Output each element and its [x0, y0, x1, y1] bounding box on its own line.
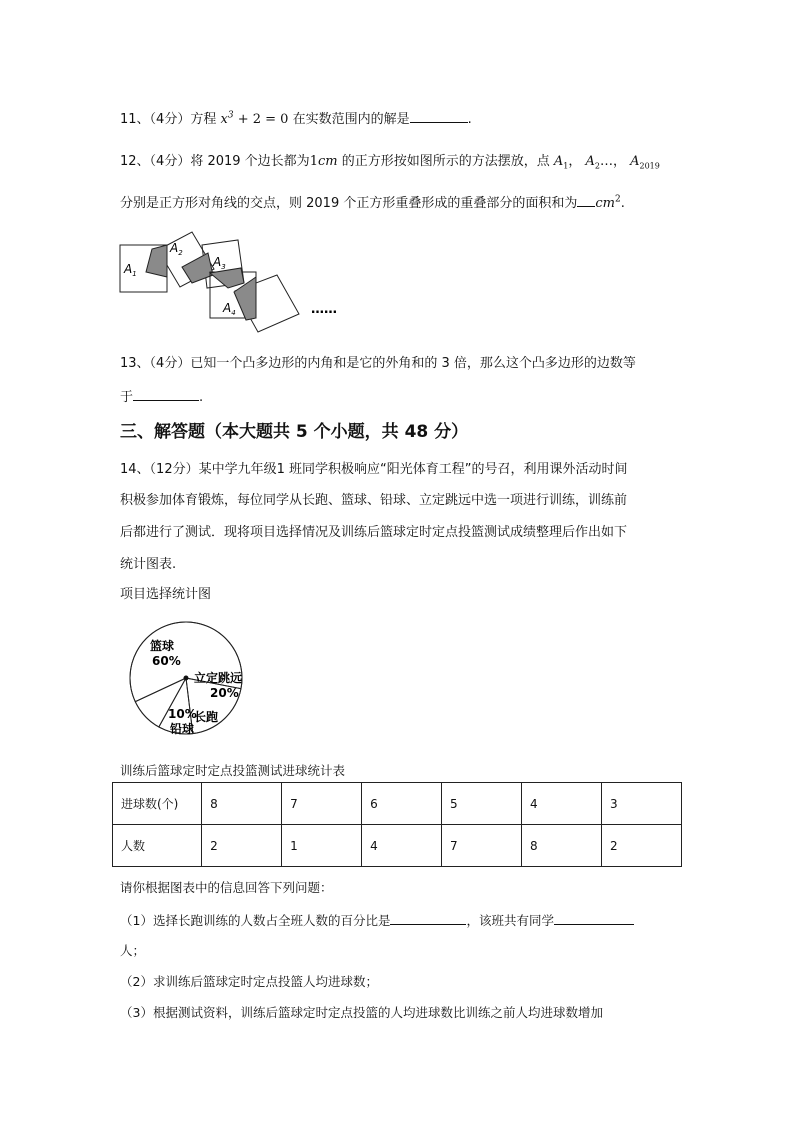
- question-11: [120, 108, 472, 127]
- q11-eq-rest: + 2 = 0: [233, 112, 289, 127]
- q12-p3-sub: 2019: [639, 161, 660, 171]
- score-table: [112, 782, 682, 867]
- people-cell: 2: [202, 825, 282, 867]
- q12-text-b: 的正方形按如图所示的方法摆放，点: [337, 154, 550, 169]
- q12-text-a: 将 2019 个边长都为: [190, 154, 310, 169]
- q11-answer-blank: [410, 122, 468, 123]
- people-cell: 8: [522, 825, 602, 867]
- q12-ellipsis: …: [599, 154, 613, 169]
- people-cell: 4: [362, 825, 442, 867]
- q12-end: .: [620, 196, 625, 211]
- pie-value-long-jump: 20%: [210, 686, 239, 700]
- q12-p2-sub: 2: [594, 161, 600, 171]
- pie-label-basketball: 篮球: [150, 639, 175, 653]
- goals-cell: 7: [282, 783, 362, 825]
- row-label-people: 人数: [113, 825, 202, 867]
- q13-number: 13、（4分）: [120, 356, 191, 371]
- q14-sub1-blank-2: [554, 924, 634, 925]
- q12-point-a2019: [630, 154, 660, 169]
- question-14-sub-3: （3）根据测试资料，训练后篮球定时定点投篮的人均进球数比训练之前人均进球数增加: [120, 1005, 603, 1020]
- table-row-goals: [113, 783, 682, 825]
- question-13-line-1: [120, 352, 636, 371]
- project-selection-pie-chart: [120, 610, 260, 740]
- q13-text: 已知一个凸多边形的内角和是它的外角和的 3 倍，那么这个凸多边形的边数等: [190, 356, 636, 371]
- q11-eq-base: x: [220, 112, 228, 127]
- question-14-line-1: [120, 458, 627, 477]
- goals-cell: 8: [202, 783, 282, 825]
- pie-value-basketball: 60%: [152, 654, 181, 668]
- q12-p3: A: [630, 154, 640, 169]
- pie-value-shot-put: 10%: [168, 707, 197, 721]
- question-12-line-1: 12、（4分）将 2019 个边长都为1cm 的正方形按如图所示的方法摆放，点 $A_1$， $A_2\dots$， $A_{2019}$: [120, 154, 660, 171]
- goals-cell: 5: [442, 783, 522, 825]
- pie-label-shot-put: 铅球: [170, 722, 195, 736]
- q12-unit-num: 1: [309, 154, 318, 169]
- people-cell: 7: [442, 825, 522, 867]
- q11-equation: [220, 112, 288, 127]
- q14-line-1-text: 某中学九年级1 班同学积极响应“阳光体育工程”的号召，利用课外活动时间: [198, 462, 628, 477]
- q12-p1-sub: 1: [563, 161, 569, 171]
- question-14-ask: 请你根据图表中的信息回答下列问题：: [120, 880, 333, 895]
- q13-text-2: 于: [120, 390, 134, 405]
- q12-point-a2: [585, 154, 599, 169]
- q12-answer-blank: [577, 206, 595, 207]
- pie-chart-title: 项目选择统计图: [120, 587, 212, 602]
- pie-label-long-jump: 立定跳远: [194, 671, 243, 685]
- q12-p2: A: [585, 154, 595, 169]
- overlap-shaded-1: [146, 245, 167, 277]
- table-row-people: [113, 825, 682, 867]
- label-a3: $A_3$: [213, 255, 226, 271]
- q11-eq-exp: 3: [227, 110, 234, 121]
- goals-cell: 3: [601, 783, 681, 825]
- question-14-line-4: 统计图表.: [120, 557, 177, 572]
- q11-end: .: [467, 112, 472, 127]
- label-a2: $A_2$: [170, 241, 183, 257]
- section-3-heading: 三、解答题（本大题共 5 个小题，共 48 分）: [120, 422, 469, 442]
- question-14-line-2: 积极参加体育锻炼，每位同学从长跑、篮球、铅球、立定跳远中选一项进行训练，训练前: [120, 493, 628, 508]
- row-label-goals: 进球数(个): [113, 783, 202, 825]
- goals-cell: 6: [362, 783, 442, 825]
- q14-sub1-b: ，该班共有同学: [466, 913, 554, 928]
- question-14-line-3: 后都进行了测试．现将项目选择情况及训练后篮球定时定点投篮测试成绩整理后作出如下: [120, 525, 628, 540]
- q12-area-unit-text: cm: [595, 196, 615, 211]
- q13-answer-blank: [133, 400, 199, 401]
- table-title: 训练后篮球定时定点投篮测试进球统计表: [120, 763, 346, 778]
- people-cell: 1: [282, 825, 362, 867]
- question-14-sub-1-cont: 人；: [120, 943, 146, 958]
- q12-unit: [310, 154, 338, 169]
- q13-end: .: [199, 390, 204, 405]
- q11-number: 11、（4分）: [120, 112, 191, 127]
- q11-pre: 方程: [190, 112, 217, 127]
- q12-p1: A: [553, 154, 564, 169]
- people-cell: 2: [601, 825, 681, 867]
- question-12-line-2: [120, 192, 625, 211]
- q12-unit-text: cm: [317, 154, 338, 169]
- q11-post: 在实数范围内的解是: [292, 112, 410, 127]
- question-13-line-2: [120, 386, 203, 405]
- question-14-sub-1: [120, 911, 634, 929]
- overlapping-squares-figure: [110, 225, 350, 335]
- label-a1: $A_1$: [124, 262, 137, 278]
- pie-label-long-run: 长跑: [194, 710, 219, 724]
- pie-center-dot: [184, 676, 189, 681]
- question-14-sub-2: （2）求训练后篮球定时定点投篮人均进球数；: [120, 974, 378, 989]
- label-a4: $A_4$: [223, 301, 236, 317]
- continuation-dots: ……: [311, 302, 337, 317]
- q12-area-unit: [595, 196, 620, 211]
- q14-number: 14、（12分）: [120, 462, 199, 477]
- q12-area-exp: 2: [614, 194, 621, 205]
- overlap-shaded-2: [182, 253, 213, 283]
- q12-point-a1: [554, 154, 568, 169]
- goals-cell: 4: [522, 783, 602, 825]
- q12-text-2: 分别是正方形对角线的交点，则 2019 个正方形重叠形成的重叠部分的面积和为: [120, 196, 578, 211]
- q14-sub1-a: （1）选择长跑训练的人数占全班人数的百分比是: [120, 913, 391, 928]
- overlap-shaded-3: [210, 268, 244, 288]
- q14-sub1-blank-1: [390, 924, 466, 925]
- q12-number: 12、（4分）: [120, 154, 191, 169]
